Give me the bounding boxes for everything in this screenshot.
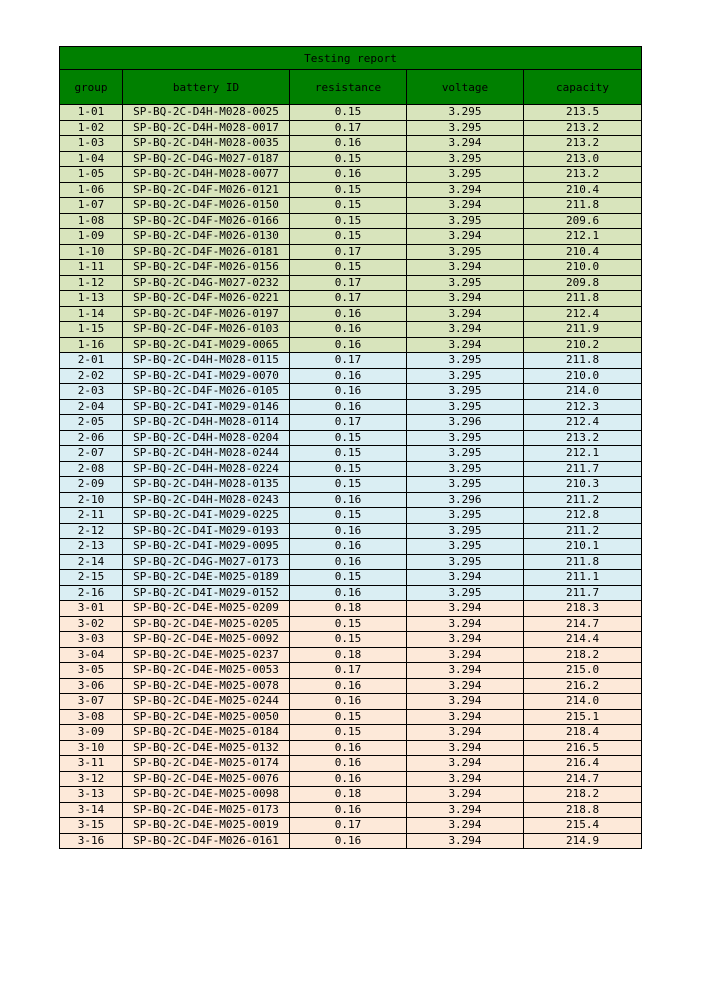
cell-resistance: 0.15: [290, 430, 407, 446]
cell-resistance: 0.17: [290, 275, 407, 291]
table-row: [60, 399, 642, 415]
cell-resistance: 0.16: [290, 368, 407, 384]
cell-group: 2-15: [60, 570, 123, 586]
cell-capacity: 213.0: [524, 151, 642, 167]
cell-battery-id: SP-BQ-2C-D4E-M025-0209: [123, 601, 290, 617]
cell-resistance: 0.16: [290, 771, 407, 787]
table-row: [60, 709, 642, 725]
cell-resistance: 0.17: [290, 244, 407, 260]
cell-voltage: 3.294: [407, 725, 524, 741]
cell-capacity: 218.2: [524, 647, 642, 663]
table-row: [60, 120, 642, 136]
cell-group: 2-10: [60, 492, 123, 508]
cell-voltage: 3.294: [407, 694, 524, 710]
title-row: [60, 47, 642, 70]
cell-voltage: 3.295: [407, 167, 524, 183]
cell-voltage: 3.295: [407, 151, 524, 167]
cell-battery-id: SP-BQ-2C-D4E-M025-0244: [123, 694, 290, 710]
cell-group: 1-04: [60, 151, 123, 167]
cell-group: 1-11: [60, 260, 123, 276]
cell-voltage: 3.295: [407, 275, 524, 291]
header-row: [60, 70, 642, 105]
cell-voltage: 3.295: [407, 461, 524, 477]
cell-battery-id: SP-BQ-2C-D4G-M027-0187: [123, 151, 290, 167]
cell-capacity: 211.8: [524, 353, 642, 369]
cell-battery-id: SP-BQ-2C-D4E-M025-0050: [123, 709, 290, 725]
cell-group: 3-01: [60, 601, 123, 617]
cell-resistance: 0.16: [290, 740, 407, 756]
table-row: [60, 818, 642, 834]
table-row: [60, 725, 642, 741]
cell-battery-id: SP-BQ-2C-D4H-M028-0115: [123, 353, 290, 369]
cell-resistance: 0.17: [290, 663, 407, 679]
cell-battery-id: SP-BQ-2C-D4F-M026-0161: [123, 833, 290, 849]
cell-battery-id: SP-BQ-2C-D4E-M025-0098: [123, 787, 290, 803]
cell-voltage: 3.294: [407, 663, 524, 679]
cell-resistance: 0.15: [290, 616, 407, 632]
cell-voltage: 3.294: [407, 818, 524, 834]
cell-resistance: 0.15: [290, 105, 407, 121]
column-header-capacity: capacity: [524, 70, 642, 105]
cell-battery-id: SP-BQ-2C-D4I-M029-0065: [123, 337, 290, 353]
cell-battery-id: SP-BQ-2C-D4F-M026-0121: [123, 182, 290, 198]
cell-capacity: 209.8: [524, 275, 642, 291]
cell-group: 2-09: [60, 477, 123, 493]
cell-voltage: 3.294: [407, 306, 524, 322]
table-row: [60, 477, 642, 493]
cell-voltage: 3.294: [407, 787, 524, 803]
cell-voltage: 3.295: [407, 399, 524, 415]
table-row: [60, 182, 642, 198]
table-row: [60, 508, 642, 524]
cell-voltage: 3.295: [407, 430, 524, 446]
cell-group: 3-04: [60, 647, 123, 663]
table-row: [60, 322, 642, 338]
cell-resistance: 0.15: [290, 151, 407, 167]
cell-resistance: 0.15: [290, 198, 407, 214]
cell-voltage: 3.296: [407, 415, 524, 431]
cell-capacity: 212.8: [524, 508, 642, 524]
cell-battery-id: SP-BQ-2C-D4E-M025-0019: [123, 818, 290, 834]
cell-voltage: 3.294: [407, 678, 524, 694]
column-header-group: group: [60, 70, 123, 105]
cell-group: 2-01: [60, 353, 123, 369]
cell-voltage: 3.295: [407, 213, 524, 229]
cell-voltage: 3.294: [407, 136, 524, 152]
cell-capacity: 215.4: [524, 818, 642, 834]
table-row: [60, 213, 642, 229]
table-row: [60, 136, 642, 152]
cell-resistance: 0.16: [290, 694, 407, 710]
cell-voltage: 3.294: [407, 570, 524, 586]
cell-battery-id: SP-BQ-2C-D4F-M026-0150: [123, 198, 290, 214]
cell-group: 2-13: [60, 539, 123, 555]
cell-battery-id: SP-BQ-2C-D4H-M028-0224: [123, 461, 290, 477]
cell-group: 1-12: [60, 275, 123, 291]
table-row: [60, 647, 642, 663]
table-row: [60, 616, 642, 632]
cell-group: 3-15: [60, 818, 123, 834]
table-row: [60, 198, 642, 214]
cell-capacity: 215.1: [524, 709, 642, 725]
cell-group: 2-14: [60, 554, 123, 570]
cell-battery-id: SP-BQ-2C-D4H-M028-0244: [123, 446, 290, 462]
cell-resistance: 0.15: [290, 570, 407, 586]
cell-voltage: 3.295: [407, 477, 524, 493]
report-title: Testing report: [60, 47, 642, 70]
table-row: [60, 663, 642, 679]
cell-capacity: 214.0: [524, 384, 642, 400]
table-row: [60, 446, 642, 462]
cell-capacity: 211.9: [524, 322, 642, 338]
cell-group: 1-08: [60, 213, 123, 229]
table-row: [60, 523, 642, 539]
cell-voltage: 3.295: [407, 244, 524, 260]
cell-battery-id: SP-BQ-2C-D4E-M025-0174: [123, 756, 290, 772]
cell-capacity: 210.3: [524, 477, 642, 493]
table-row: [60, 492, 642, 508]
cell-group: 1-07: [60, 198, 123, 214]
cell-resistance: 0.17: [290, 291, 407, 307]
cell-group: 3-07: [60, 694, 123, 710]
cell-group: 1-02: [60, 120, 123, 136]
cell-resistance: 0.16: [290, 539, 407, 555]
cell-battery-id: SP-BQ-2C-D4I-M029-0193: [123, 523, 290, 539]
cell-battery-id: SP-BQ-2C-D4G-M027-0173: [123, 554, 290, 570]
cell-resistance: 0.16: [290, 554, 407, 570]
cell-capacity: 211.2: [524, 523, 642, 539]
cell-voltage: 3.295: [407, 523, 524, 539]
cell-battery-id: SP-BQ-2C-D4I-M029-0070: [123, 368, 290, 384]
cell-capacity: 210.1: [524, 539, 642, 555]
table-row: [60, 368, 642, 384]
table-row: [60, 244, 642, 260]
cell-group: 3-11: [60, 756, 123, 772]
table-row: [60, 337, 642, 353]
cell-capacity: 214.7: [524, 771, 642, 787]
cell-resistance: 0.16: [290, 678, 407, 694]
cell-group: 2-05: [60, 415, 123, 431]
cell-group: 3-14: [60, 802, 123, 818]
table-row: [60, 384, 642, 400]
table-row: [60, 167, 642, 183]
column-header-battery-id: battery ID: [123, 70, 290, 105]
cell-group: 2-16: [60, 585, 123, 601]
table-row: [60, 151, 642, 167]
table-row: [60, 229, 642, 245]
cell-resistance: 0.16: [290, 337, 407, 353]
cell-battery-id: SP-BQ-2C-D4H-M028-0025: [123, 105, 290, 121]
cell-capacity: 211.8: [524, 198, 642, 214]
cell-voltage: 3.294: [407, 182, 524, 198]
cell-group: 3-13: [60, 787, 123, 803]
cell-battery-id: SP-BQ-2C-D4H-M028-0243: [123, 492, 290, 508]
cell-battery-id: SP-BQ-2C-D4E-M025-0076: [123, 771, 290, 787]
cell-capacity: 212.1: [524, 229, 642, 245]
cell-voltage: 3.295: [407, 353, 524, 369]
cell-capacity: 209.6: [524, 213, 642, 229]
table-row: [60, 306, 642, 322]
cell-battery-id: SP-BQ-2C-D4F-M026-0221: [123, 291, 290, 307]
cell-voltage: 3.294: [407, 647, 524, 663]
cell-group: 1-01: [60, 105, 123, 121]
cell-resistance: 0.15: [290, 461, 407, 477]
cell-capacity: 214.7: [524, 616, 642, 632]
cell-resistance: 0.16: [290, 833, 407, 849]
cell-voltage: 3.294: [407, 229, 524, 245]
table-row: [60, 415, 642, 431]
cell-resistance: 0.18: [290, 787, 407, 803]
cell-resistance: 0.16: [290, 523, 407, 539]
table-row: [60, 275, 642, 291]
cell-capacity: 211.1: [524, 570, 642, 586]
cell-resistance: 0.16: [290, 306, 407, 322]
cell-capacity: 214.0: [524, 694, 642, 710]
cell-capacity: 210.4: [524, 182, 642, 198]
cell-resistance: 0.15: [290, 477, 407, 493]
table-row: [60, 105, 642, 121]
cell-voltage: 3.295: [407, 368, 524, 384]
cell-resistance: 0.15: [290, 725, 407, 741]
cell-resistance: 0.15: [290, 182, 407, 198]
cell-group: 1-05: [60, 167, 123, 183]
cell-battery-id: SP-BQ-2C-D4F-M026-0130: [123, 229, 290, 245]
cell-voltage: 3.294: [407, 337, 524, 353]
cell-voltage: 3.294: [407, 756, 524, 772]
cell-group: 2-11: [60, 508, 123, 524]
cell-battery-id: SP-BQ-2C-D4H-M028-0017: [123, 120, 290, 136]
table-row: [60, 291, 642, 307]
table-row: [60, 601, 642, 617]
cell-capacity: 213.2: [524, 136, 642, 152]
cell-group: 3-12: [60, 771, 123, 787]
testing-report-table: [59, 46, 642, 849]
table-row: [60, 461, 642, 477]
cell-resistance: 0.16: [290, 384, 407, 400]
table-row: [60, 833, 642, 849]
cell-resistance: 0.16: [290, 802, 407, 818]
table-row: [60, 632, 642, 648]
cell-battery-id: SP-BQ-2C-D4I-M029-0095: [123, 539, 290, 555]
cell-voltage: 3.295: [407, 585, 524, 601]
cell-battery-id: SP-BQ-2C-D4E-M025-0173: [123, 802, 290, 818]
table-row: [60, 771, 642, 787]
cell-resistance: 0.16: [290, 756, 407, 772]
cell-capacity: 213.5: [524, 105, 642, 121]
cell-capacity: 218.4: [524, 725, 642, 741]
cell-voltage: 3.295: [407, 446, 524, 462]
cell-group: 1-03: [60, 136, 123, 152]
cell-group: 3-16: [60, 833, 123, 849]
cell-capacity: 212.4: [524, 415, 642, 431]
cell-group: 1-16: [60, 337, 123, 353]
cell-battery-id: SP-BQ-2C-D4I-M029-0225: [123, 508, 290, 524]
cell-capacity: 212.3: [524, 399, 642, 415]
table-row: [60, 694, 642, 710]
cell-capacity: 215.0: [524, 663, 642, 679]
cell-group: 2-06: [60, 430, 123, 446]
cell-capacity: 213.2: [524, 430, 642, 446]
cell-battery-id: SP-BQ-2C-D4H-M028-0135: [123, 477, 290, 493]
cell-voltage: 3.294: [407, 802, 524, 818]
cell-battery-id: SP-BQ-2C-D4H-M028-0035: [123, 136, 290, 152]
cell-resistance: 0.17: [290, 120, 407, 136]
cell-voltage: 3.294: [407, 616, 524, 632]
cell-voltage: 3.295: [407, 105, 524, 121]
cell-battery-id: SP-BQ-2C-D4H-M028-0077: [123, 167, 290, 183]
cell-battery-id: SP-BQ-2C-D4E-M025-0053: [123, 663, 290, 679]
cell-capacity: 210.0: [524, 368, 642, 384]
cell-group: 1-14: [60, 306, 123, 322]
cell-voltage: 3.294: [407, 771, 524, 787]
cell-capacity: 212.4: [524, 306, 642, 322]
cell-group: 3-03: [60, 632, 123, 648]
cell-capacity: 216.2: [524, 678, 642, 694]
cell-battery-id: SP-BQ-2C-D4E-M025-0237: [123, 647, 290, 663]
cell-battery-id: SP-BQ-2C-D4F-M026-0166: [123, 213, 290, 229]
cell-group: 3-06: [60, 678, 123, 694]
cell-voltage: 3.294: [407, 260, 524, 276]
cell-resistance: 0.16: [290, 492, 407, 508]
cell-resistance: 0.16: [290, 136, 407, 152]
cell-battery-id: SP-BQ-2C-D4E-M025-0184: [123, 725, 290, 741]
cell-voltage: 3.296: [407, 492, 524, 508]
cell-resistance: 0.15: [290, 632, 407, 648]
cell-group: 2-02: [60, 368, 123, 384]
cell-capacity: 216.5: [524, 740, 642, 756]
cell-resistance: 0.15: [290, 213, 407, 229]
cell-capacity: 210.0: [524, 260, 642, 276]
cell-voltage: 3.295: [407, 120, 524, 136]
table-row: [60, 554, 642, 570]
cell-capacity: 211.7: [524, 461, 642, 477]
cell-battery-id: SP-BQ-2C-D4F-M026-0105: [123, 384, 290, 400]
cell-capacity: 211.7: [524, 585, 642, 601]
cell-voltage: 3.295: [407, 554, 524, 570]
table-row: [60, 678, 642, 694]
cell-battery-id: SP-BQ-2C-D4F-M026-0156: [123, 260, 290, 276]
cell-capacity: 218.8: [524, 802, 642, 818]
cell-capacity: 218.3: [524, 601, 642, 617]
cell-group: 2-08: [60, 461, 123, 477]
cell-group: 2-04: [60, 399, 123, 415]
report-body: [60, 105, 642, 849]
cell-voltage: 3.295: [407, 384, 524, 400]
cell-group: 3-10: [60, 740, 123, 756]
cell-group: 2-03: [60, 384, 123, 400]
cell-voltage: 3.295: [407, 539, 524, 555]
table-row: [60, 353, 642, 369]
cell-group: 1-15: [60, 322, 123, 338]
table-row: [60, 756, 642, 772]
cell-battery-id: SP-BQ-2C-D4F-M026-0197: [123, 306, 290, 322]
cell-battery-id: SP-BQ-2C-D4F-M026-0103: [123, 322, 290, 338]
cell-voltage: 3.294: [407, 632, 524, 648]
table-row: [60, 570, 642, 586]
cell-capacity: 216.4: [524, 756, 642, 772]
table-row: [60, 802, 642, 818]
cell-group: 2-12: [60, 523, 123, 539]
cell-battery-id: SP-BQ-2C-D4H-M028-0204: [123, 430, 290, 446]
cell-group: 3-02: [60, 616, 123, 632]
cell-voltage: 3.294: [407, 322, 524, 338]
cell-capacity: 213.2: [524, 167, 642, 183]
cell-capacity: 212.1: [524, 446, 642, 462]
cell-resistance: 0.16: [290, 399, 407, 415]
cell-capacity: 214.9: [524, 833, 642, 849]
cell-battery-id: SP-BQ-2C-D4E-M025-0189: [123, 570, 290, 586]
cell-battery-id: SP-BQ-2C-D4I-M029-0146: [123, 399, 290, 415]
cell-group: 3-05: [60, 663, 123, 679]
cell-group: 1-13: [60, 291, 123, 307]
cell-resistance: 0.15: [290, 260, 407, 276]
cell-capacity: 213.2: [524, 120, 642, 136]
cell-group: 3-08: [60, 709, 123, 725]
table-row: [60, 260, 642, 276]
cell-resistance: 0.16: [290, 585, 407, 601]
cell-resistance: 0.17: [290, 818, 407, 834]
cell-battery-id: SP-BQ-2C-D4I-M029-0152: [123, 585, 290, 601]
cell-resistance: 0.15: [290, 229, 407, 245]
cell-group: 3-09: [60, 725, 123, 741]
cell-battery-id: SP-BQ-2C-D4F-M026-0181: [123, 244, 290, 260]
cell-resistance: 0.16: [290, 322, 407, 338]
cell-voltage: 3.294: [407, 198, 524, 214]
cell-group: 1-09: [60, 229, 123, 245]
cell-battery-id: SP-BQ-2C-D4E-M025-0092: [123, 632, 290, 648]
cell-capacity: 210.4: [524, 244, 642, 260]
cell-resistance: 0.17: [290, 353, 407, 369]
cell-voltage: 3.294: [407, 709, 524, 725]
cell-group: 1-10: [60, 244, 123, 260]
table-row: [60, 740, 642, 756]
cell-resistance: 0.16: [290, 167, 407, 183]
cell-resistance: 0.15: [290, 508, 407, 524]
cell-battery-id: SP-BQ-2C-D4H-M028-0114: [123, 415, 290, 431]
cell-group: 1-06: [60, 182, 123, 198]
cell-capacity: 210.2: [524, 337, 642, 353]
cell-voltage: 3.294: [407, 833, 524, 849]
cell-battery-id: SP-BQ-2C-D4E-M025-0205: [123, 616, 290, 632]
table-row: [60, 430, 642, 446]
column-header-voltage: voltage: [407, 70, 524, 105]
table-row: [60, 539, 642, 555]
cell-group: 2-07: [60, 446, 123, 462]
cell-voltage: 3.294: [407, 740, 524, 756]
column-header-resistance: resistance: [290, 70, 407, 105]
cell-capacity: 218.2: [524, 787, 642, 803]
cell-resistance: 0.18: [290, 601, 407, 617]
cell-resistance: 0.15: [290, 709, 407, 725]
cell-resistance: 0.15: [290, 446, 407, 462]
table-row: [60, 787, 642, 803]
table-row: [60, 585, 642, 601]
cell-battery-id: SP-BQ-2C-D4G-M027-0232: [123, 275, 290, 291]
cell-resistance: 0.18: [290, 647, 407, 663]
cell-capacity: 211.8: [524, 554, 642, 570]
cell-voltage: 3.294: [407, 291, 524, 307]
cell-capacity: 214.4: [524, 632, 642, 648]
cell-voltage: 3.294: [407, 601, 524, 617]
cell-capacity: 211.2: [524, 492, 642, 508]
cell-battery-id: SP-BQ-2C-D4E-M025-0078: [123, 678, 290, 694]
cell-voltage: 3.295: [407, 508, 524, 524]
cell-resistance: 0.17: [290, 415, 407, 431]
cell-capacity: 211.8: [524, 291, 642, 307]
cell-battery-id: SP-BQ-2C-D4E-M025-0132: [123, 740, 290, 756]
